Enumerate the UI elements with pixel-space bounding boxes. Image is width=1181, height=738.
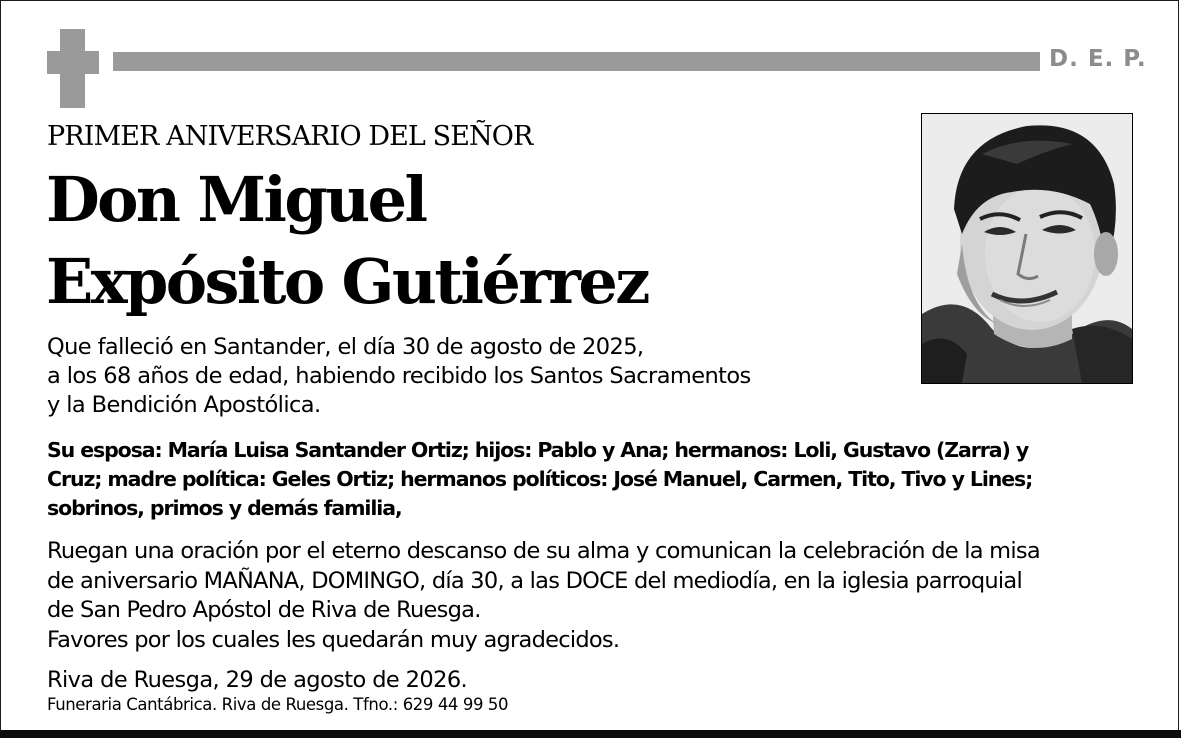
latin-cross-icon [47, 29, 99, 108]
dep-label: D. E. P. [1049, 46, 1147, 72]
place-and-date: Riva de Ruesga, 29 de agosto de 2026. [47, 667, 468, 693]
portrait-image [922, 114, 1132, 383]
deceased-name-line-1: Don Miguel [46, 163, 426, 236]
death-details-line: a los 68 años de edad, habiendo recibido los Santos Sacramentos [47, 363, 751, 389]
bottom-rule [0, 730, 1181, 738]
death-details-line: y la Bendición Apostólica. [47, 392, 321, 418]
announcement-line: Ruegan una oración por el eterno descanso de su alma y comunican la celebración de la misa [47, 538, 1040, 564]
family-line: Cruz; madre política: Geles Ortiz; hermanos políticos: José Manuel, Carmen, Tito, Tivo y Lines; [47, 467, 1033, 491]
notice-subtitle: PRIMER ANIVERSARIO DEL SEÑOR [47, 121, 533, 152]
announcement-line: de aniversario MAÑANA, DOMINGO, día 30, a las DOCE del mediodía, en la iglesia parroquial [47, 567, 1022, 594]
deceased-name-line-2: Expósito Gutiérrez [46, 245, 648, 318]
announcement-line: de San Pedro Apóstol de Riva de Ruesga. [47, 597, 481, 623]
family-line: Su esposa: María Luisa Santander Ortiz; hijos: Pablo y Ana; hermanos: Loli, Gustavo (Zarra) y [47, 438, 1029, 462]
mass-announcement [47, 537, 1157, 655]
deceased-photo [921, 113, 1133, 384]
death-details [47, 333, 907, 420]
family-line: sobrinos, primos y demás familia, [47, 496, 402, 520]
announcement-line: Favores por los cuales les quedarán muy agradecidos. [47, 626, 620, 653]
death-details-line: Que falleció en Santander, el día 30 de agosto de 2025, [47, 334, 644, 360]
funeral-home-info: Funeraria Cantábrica. Riva de Ruesga. Tfno.: 629 44 99 50 [47, 695, 509, 714]
header-bar [113, 52, 1040, 71]
family-list [47, 436, 1147, 523]
